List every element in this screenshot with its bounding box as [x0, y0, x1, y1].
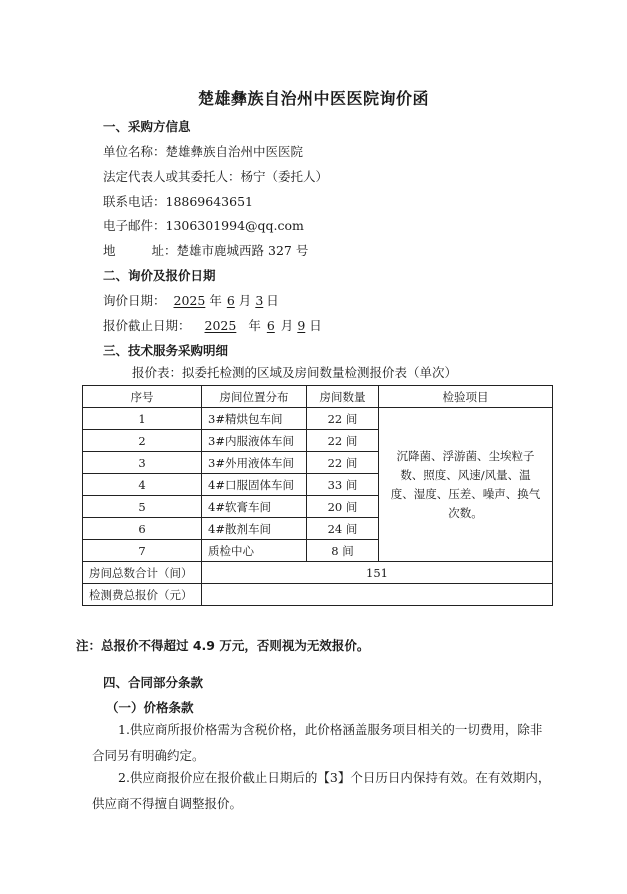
inspection-items: 沉降菌、浮游菌、尘埃粒子数、照度、风速/风量、温度、湿度、压差、噪声、换气次数。 — [379, 408, 553, 562]
row-location: 质检中心 — [202, 540, 307, 562]
row-location: 4#散剂车间 — [202, 518, 307, 540]
row-count: 22 间 — [307, 430, 379, 452]
month-char: 月 — [280, 318, 294, 333]
legal-rep: 法定代表人或其委托人：杨宁（委托人） — [103, 169, 329, 184]
row-location: 3#外用液体车间 — [202, 452, 307, 474]
row-location: 3#精烘包车间 — [202, 408, 307, 430]
total-value: 151 — [202, 562, 553, 584]
deadline-date — [103, 316, 322, 334]
inquiry-month: 6 — [226, 293, 235, 308]
header-count: 房间数量 — [307, 386, 379, 408]
address-label: 地 — [103, 243, 116, 258]
row-location: 4#口服固体车间 — [202, 474, 307, 496]
month-char: 月 — [238, 293, 252, 308]
fee-value — [202, 584, 553, 606]
row-count: 8 间 — [307, 540, 379, 562]
deadline-year: 2025 — [204, 318, 237, 333]
row-no: 1 — [83, 408, 202, 430]
day-char: 日 — [309, 318, 322, 333]
price-terms-heading: （一）价格条款 — [106, 700, 194, 715]
total-row — [83, 562, 553, 584]
year-char: 年 — [248, 318, 261, 333]
deadline-day: 9 — [297, 318, 306, 333]
address-line — [103, 241, 308, 259]
row-count: 33 间 — [307, 474, 379, 496]
contact-email: 电子邮件：1306301994@qq.com — [103, 218, 304, 233]
price-clause-2: 2.供应商报价应在报价截止日期后的【3】个日历日内保持有效。在有效期内，供应商不得擅自调整报价。 — [92, 770, 551, 811]
fee-row — [83, 584, 553, 606]
section2-heading: 二、询价及报价日期 — [103, 268, 216, 283]
document-title: 楚雄彝族自治州中医医院询价函 — [197, 89, 429, 108]
row-no: 4 — [83, 474, 202, 496]
quote-table — [82, 385, 553, 606]
row-no: 3 — [83, 452, 202, 474]
header-location: 房间位置分布 — [202, 386, 307, 408]
year-char: 年 — [209, 293, 222, 308]
fee-label: 检测费总报价（元） — [83, 584, 202, 606]
contact-phone: 联系电话：18869643651 — [103, 194, 253, 209]
row-count: 22 间 — [307, 452, 379, 474]
price-clause-1: 1.供应商所报价格需为含税价格，此价格涵盖服务项目相关的一切费用，除非合同另有明确约定。 — [92, 722, 543, 763]
unit-name: 单位名称：楚雄彝族自治州中医医院 — [103, 144, 304, 159]
total-label: 房间总数合计（间） — [83, 562, 202, 584]
row-no: 2 — [83, 430, 202, 452]
section3-heading: 三、技术服务采购明细 — [103, 343, 229, 358]
day-char: 日 — [266, 293, 279, 308]
table-caption: 报价表：拟委托检测的区域及房间数量检测报价表（单次） — [132, 365, 458, 380]
deadline-month: 6 — [266, 318, 275, 333]
row-location: 4#软膏车间 — [202, 496, 307, 518]
inquiry-date-label: 询价日期： — [103, 293, 166, 308]
row-count: 24 间 — [307, 518, 379, 540]
inquiry-year: 2025 — [173, 293, 206, 308]
inquiry-date — [103, 291, 279, 309]
section4-heading: 四、合同部分条款 — [103, 675, 204, 690]
table-header-row — [83, 386, 553, 408]
address-value: 址：楚雄市鹿城西路 327 号 — [151, 243, 309, 258]
header-items: 检验项目 — [379, 386, 553, 408]
row-no: 6 — [83, 518, 202, 540]
price-note: 注：总报价不得超过 4.9 万元，否则视为无效报价。 — [76, 638, 370, 653]
inquiry-day: 3 — [255, 293, 264, 308]
header-no: 序号 — [83, 386, 202, 408]
row-location: 3#内服液体车间 — [202, 430, 307, 452]
row-count: 20 间 — [307, 496, 379, 518]
row-no: 7 — [83, 540, 202, 562]
deadline-date-label: 报价截止日期： — [103, 318, 191, 333]
row-no: 5 — [83, 496, 202, 518]
table-row — [83, 408, 553, 430]
section1-heading: 一、采购方信息 — [103, 119, 191, 134]
row-count: 22 间 — [307, 408, 379, 430]
